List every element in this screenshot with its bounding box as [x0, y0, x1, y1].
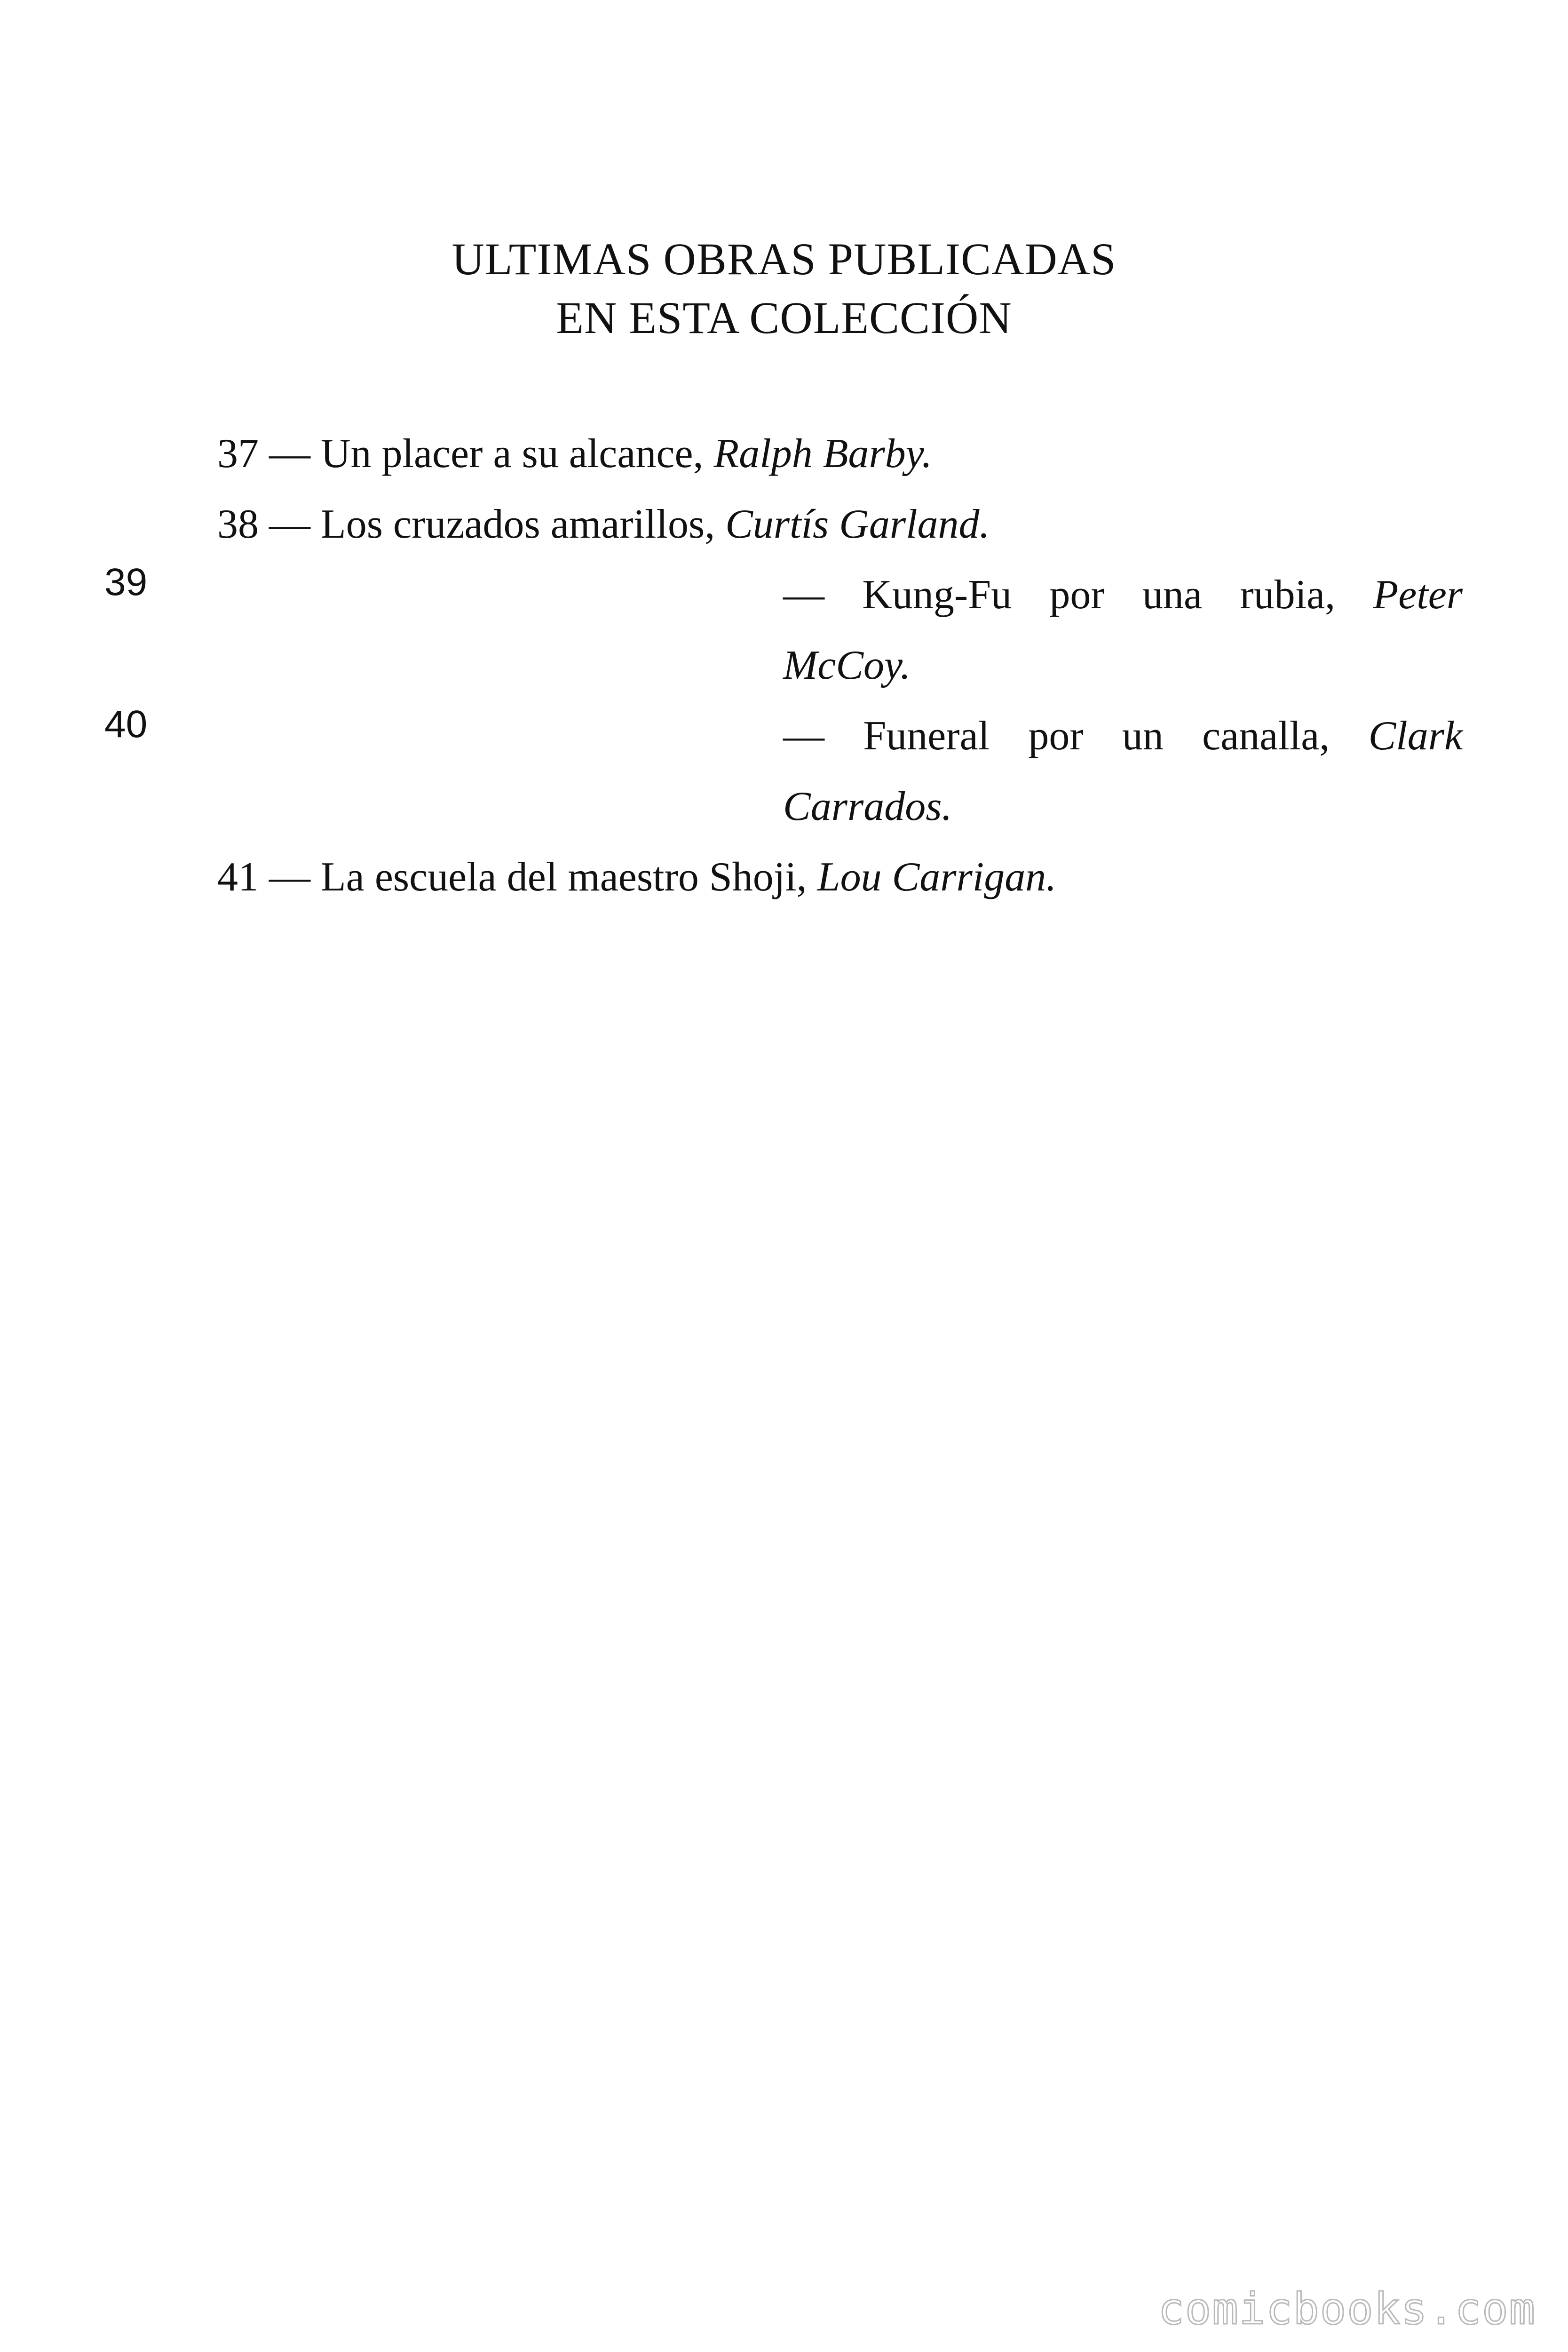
entry-author-part-1: Clark	[1368, 713, 1463, 759]
entry-dash: —	[269, 854, 310, 900]
entry-title: Los cruzados amarillos,	[321, 501, 715, 547]
entry-author: Lou Carrigan.	[817, 854, 1057, 900]
entry-author: Curtís Garland.	[725, 501, 990, 547]
entry-author-part-2: McCoy.	[783, 643, 911, 688]
entry-dash: —	[269, 431, 310, 477]
entry-author-part-1: Peter	[1373, 572, 1463, 618]
entry-title: Funeral por un canalla,	[863, 713, 1330, 759]
heading-line-2: EN ESTA COLECCIÓN	[556, 293, 1012, 343]
list-item-41	[217, 842, 1056, 913]
list-item-39	[783, 560, 1463, 701]
list-item-37	[217, 419, 932, 489]
list-item-40	[783, 701, 1463, 842]
watermark: comicbooks.com	[1158, 2284, 1536, 2334]
entry-line-1	[783, 560, 1463, 630]
heading-line-1: ULTIMAS OBRAS PUBLICADAS	[451, 234, 1117, 284]
entry-title: Un placer a su alcance,	[321, 431, 704, 477]
entry-dash: —	[783, 572, 824, 618]
entry-title: La escuela del maestro Shoji,	[321, 854, 807, 900]
entry-line-1	[783, 701, 1463, 771]
entry-author: Ralph Barby.	[713, 431, 932, 477]
entry-number: 38	[217, 501, 259, 547]
entry-number: 41	[217, 854, 259, 900]
entry-number: 37	[217, 431, 259, 477]
entry-number-40: 40	[104, 703, 148, 746]
entry-author-part-2: Carrados.	[783, 784, 952, 829]
entry-number-39: 39	[104, 561, 148, 604]
list-item-38	[217, 489, 990, 560]
entry-dash: —	[783, 713, 824, 759]
entry-dash: —	[269, 501, 310, 547]
entry-title: Kung-Fu por una rubia,	[862, 572, 1336, 618]
